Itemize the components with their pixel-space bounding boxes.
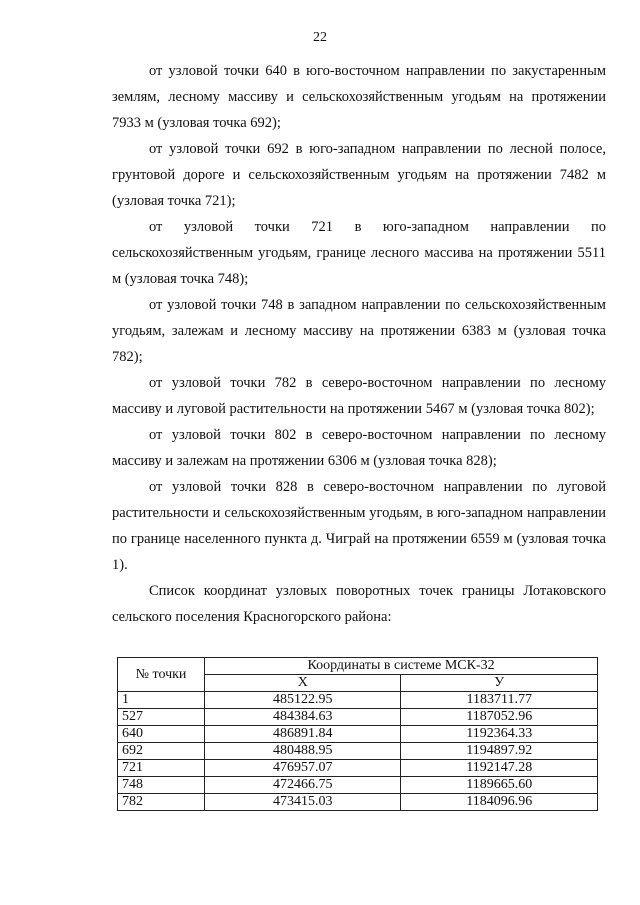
cell-y: 1183711.77 — [401, 692, 598, 709]
paragraph-5: от узловой точки 782 в северо-восточном направлении по лесному массиву и луговой растительности на протяжении 5467 м (узловая точка 802); — [112, 375, 606, 417]
header-y: У — [401, 675, 598, 692]
table-row — [118, 726, 598, 743]
table-row — [118, 743, 598, 760]
paragraph-1: от узловой точки 640 в юго-восточном направлении по закустаренным землям, лесному массиву и сельскохозяйственным угодьям на протяжении 7933 м (узловая точка 692); — [112, 63, 606, 131]
table-row — [118, 777, 598, 794]
cell-point-number: 782 — [118, 794, 205, 811]
table-row — [118, 709, 598, 726]
document-body — [112, 58, 606, 630]
table-header-row — [118, 658, 598, 675]
paragraph-4: от узловой точки 748 в западном направлении по сельскохозяйственным угодьям, залежам и лесному массиву на протяжении 6383 м (узловая точка 782); — [112, 297, 606, 365]
cell-x: 472466.75 — [205, 777, 401, 794]
cell-y: 1187052.96 — [401, 709, 598, 726]
cell-point-number: 640 — [118, 726, 205, 743]
cell-point-number: 692 — [118, 743, 205, 760]
cell-x: 480488.95 — [205, 743, 401, 760]
cell-x: 473415.03 — [205, 794, 401, 811]
cell-y: 1184096.96 — [401, 794, 598, 811]
cell-y: 1192364.33 — [401, 726, 598, 743]
paragraph-7: от узловой точки 828 в северо-восточном направлении по луговой растительности и сельскохозяйственным угодьям, в юго-западном направлении по границе населенного пункта д. Чиграй на протяжении 6559 м (узловая точка 1). — [112, 479, 606, 573]
paragraph-6: от узловой точки 802 в северо-восточном направлении по лесному массиву и залежам на протяжении 6306 м (узловая точка 828); — [112, 427, 606, 469]
paragraph-3: от узловой точки 721 в юго-западном направлении по сельскохозяйственным угодьям, границе лесного массива на протяжении 5511 м (узловая точка 748); — [112, 219, 606, 287]
cell-point-number: 721 — [118, 760, 205, 777]
paragraph-2: от узловой точки 692 в юго-западном направлении по лесной полосе, грунтовой дороге и сельскохозяйственным угодьям на протяжении 7482 м (узловая точка 721); — [112, 141, 606, 209]
header-x: X — [205, 675, 401, 692]
cell-x: 484384.63 — [205, 709, 401, 726]
cell-x: 485122.95 — [205, 692, 401, 709]
table-row — [118, 760, 598, 777]
cell-y: 1194897.92 — [401, 743, 598, 760]
page-number: 22 — [313, 30, 327, 45]
cell-x: 486891.84 — [205, 726, 401, 743]
table-caption: Список координат узловых поворотных точек границы Лотаковского сельского поселения Красногорского района: — [112, 583, 606, 625]
cell-x: 476957.07 — [205, 760, 401, 777]
coordinates-table — [117, 657, 598, 811]
cell-point-number: 1 — [118, 692, 205, 709]
table-row — [118, 794, 598, 811]
header-point-number: № точки — [118, 658, 205, 692]
cell-point-number: 527 — [118, 709, 205, 726]
cell-point-number: 748 — [118, 777, 205, 794]
header-coordinate-system: Координаты в системе МСК-32 — [205, 658, 598, 675]
cell-y: 1192147.28 — [401, 760, 598, 777]
cell-y: 1189665.60 — [401, 777, 598, 794]
table-row — [118, 692, 598, 709]
